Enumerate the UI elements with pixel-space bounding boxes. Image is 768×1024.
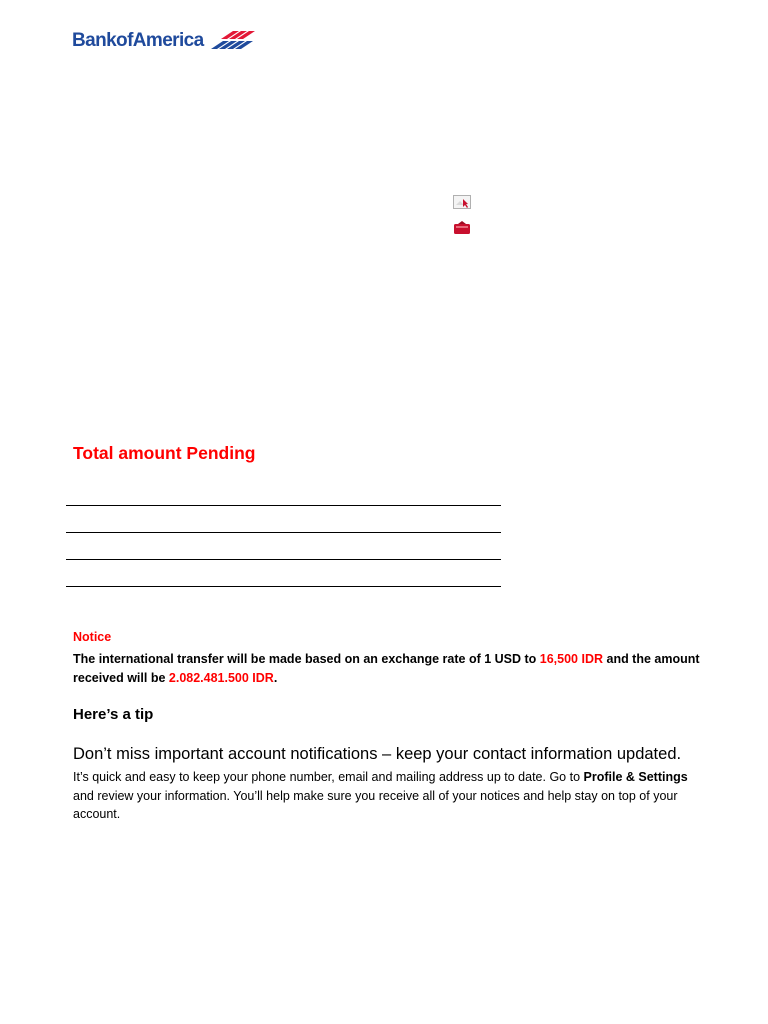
- notice-text: .: [273, 671, 278, 685]
- blank-line: [66, 505, 501, 506]
- tip-heading: Here’s a tip: [73, 706, 154, 723]
- received-amount: 2.082.481.500 IDR: [168, 671, 274, 685]
- profile-settings-link: Profile & Settings: [583, 770, 688, 784]
- notice-text: and the amount received will be: [73, 652, 700, 685]
- tip-text: and review your information. You’ll help make sure you receive all of your notices and help stay on top of your account.: [73, 788, 678, 821]
- notice-text: The international transfer will be made based on an exchange rate of 1 USD to: [73, 652, 540, 666]
- logo-wordmark: BankofAmerica: [72, 30, 204, 51]
- bank-logo: [72, 29, 255, 53]
- tip-text: It’s quick and easy to keep your phone number, email and mailing address up to date. Go to: [73, 770, 584, 784]
- broken-image-icon: [453, 195, 471, 209]
- pending-title: Total amount Pending: [73, 443, 256, 463]
- blank-line: [66, 532, 501, 533]
- tip-body: [73, 768, 703, 824]
- flag-logo-icon: [209, 29, 255, 53]
- tip-lead: Don’t miss important account notifications – keep your contact information updated.: [73, 745, 682, 763]
- notice-heading: Notice: [73, 630, 112, 644]
- notice-body: [73, 650, 703, 688]
- blank-line: [66, 586, 501, 587]
- exchange-rate: 16,500 IDR: [539, 652, 604, 666]
- blank-line: [66, 559, 501, 560]
- broken-image-icon: [453, 221, 471, 235]
